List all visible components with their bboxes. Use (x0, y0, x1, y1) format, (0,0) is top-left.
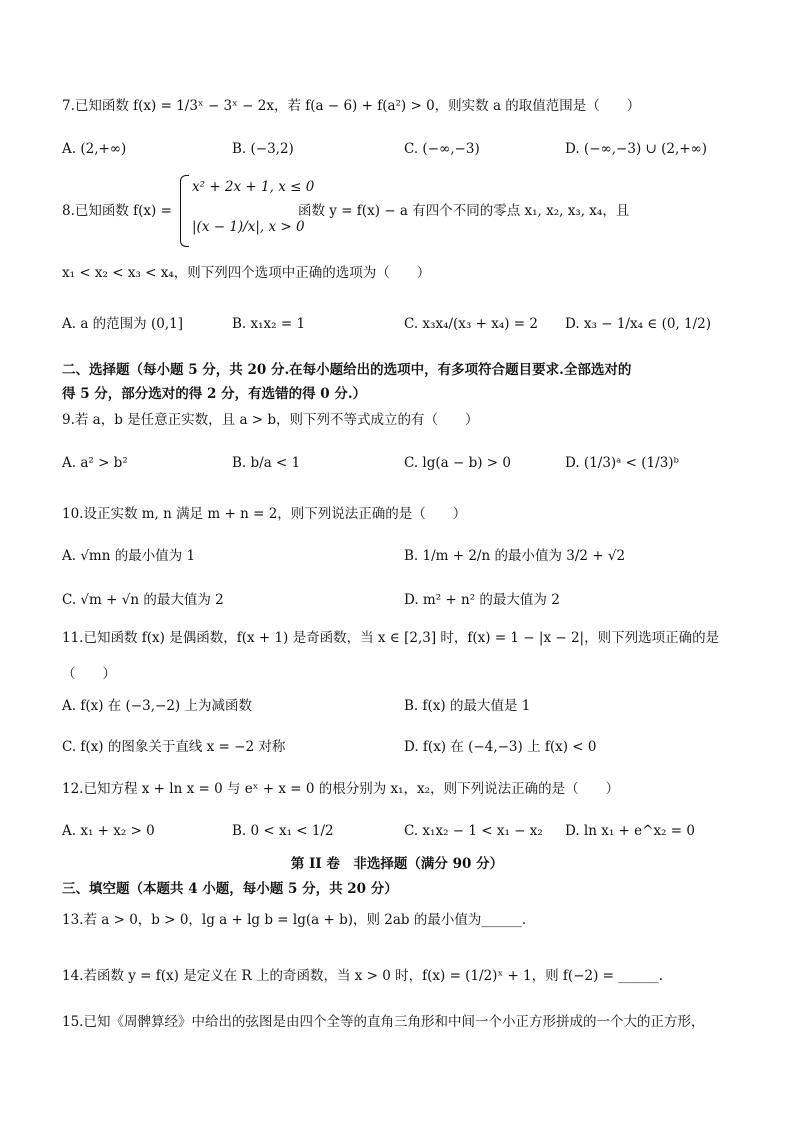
section2-heading-line1: 二、选择题（每小题 5 分，共 20 分.在每小题给出的选项中，有多项符合题目要求.全部选对的 (62, 362, 632, 378)
piecewise-brace (180, 175, 189, 247)
q8-stem-suffix: 函数 y = f(x) − a 有四个不同的零点 x₁, x₂, x₃, x₄，且 (298, 203, 630, 219)
q12-option-d: D. ln x₁ + e^x₂ = 0 (565, 823, 695, 839)
q8-stem-prefix: 8.已知函数 f(x) = (62, 203, 172, 219)
q11-option-d: D. f(x) 在 (−4,−3) 上 f(x) < 0 (404, 739, 597, 755)
q7-option-b: B. (−3,2) (232, 141, 294, 157)
q10-option-d: D. m² + n² 的最大值为 2 (404, 592, 560, 608)
q12-option-a: A. x₁ + x₂ > 0 (62, 823, 155, 839)
q9-option-c: C. lg(a − b) > 0 (404, 455, 511, 471)
q11-stem: 11.已知函数 f(x) 是偶函数，f(x + 1) 是奇函数，当 x ∈ [2,3] 时，f(x) = 1 − |x − 2|，则下列选项正确的是 (62, 630, 720, 646)
q7-option-d: D. (−∞,−3) ∪ (2,+∞) (565, 141, 708, 157)
section2-heading-line2: 得 5 分，部分选对的得 2 分，有选错的得 0 分.） (62, 386, 367, 402)
q11-option-c: C. f(x) 的图象关于直线 x = −2 对称 (62, 739, 286, 755)
q11-stem-line2: （ ） (62, 666, 116, 682)
q11-option-a: A. f(x) 在 (−3,−2) 上为减函数 (62, 698, 252, 714)
q11-option-b: B. f(x) 的最大值是 1 (404, 698, 531, 714)
q8-option-d: D. x₃ − 1/x₄ ∈ (0, 1/2) (565, 316, 712, 332)
q8-option-b: B. x₁x₂ = 1 (232, 316, 306, 332)
q13-stem: 13.若 a > 0，b > 0，lg a + lg b = lg(a + b)，则 2ab 的最小值为______. (62, 912, 527, 928)
q15-stem: 15.已知《周髀算经》中给出的弦图是由四个全等的直角三角形和中间一个小正方形拼成的一个大的正方形， (62, 1014, 705, 1030)
q10-stem: 10.设正实数 m, n 满足 m + n = 2，则下列说法正确的是（ ） (62, 506, 467, 522)
q12-stem: 12.已知方程 x + ln x = 0 与 eˣ + x = 0 的根分别为 x₁，x₂，则下列说法正确的是（ ） (62, 781, 620, 797)
part2-title: 第 II 卷 非选择题（满分 90 分） (290, 856, 504, 872)
q10-option-c: C. √m + √n 的最大值为 2 (62, 592, 224, 608)
q14-stem: 14.若函数 y = f(x) 是定义在 R 上的奇函数，当 x > 0 时，f(x) = (1/2)ˣ + 1，则 f(−2) = ______. (62, 968, 664, 984)
q7-stem: 7.已知函数 f(x) = 1/3ˣ − 3ˣ − 2x，若 f(a − 6) + f(a²) > 0，则实数 a 的取值范围是（ ） (62, 98, 641, 114)
q7-option-a: A. (2,+∞) (62, 141, 127, 157)
q8-piece-2: |(x − 1)/x|, x > 0 (192, 219, 305, 235)
q9-stem: 9.若 a，b 是任意正实数，且 a > b，则下列不等式成立的有（ ） (62, 412, 479, 428)
q7-option-c: C. (−∞,−3) (404, 141, 480, 157)
q10-option-b: B. 1/m + 2/n 的最小值为 3/2 + √2 (404, 548, 626, 564)
q8-stem-line2: x₁ < x₂ < x₃ < x₄，则下列四个选项中正确的选项为（ ） (62, 265, 431, 281)
q9-option-a: A. a² > b² (62, 455, 128, 471)
q9-option-b: B. b/a < 1 (232, 455, 301, 471)
q8-option-a: A. a 的范围为 (0,1] (62, 316, 183, 332)
q12-option-c: C. x₁x₂ − 1 < x₁ − x₂ (404, 823, 543, 839)
q8-piece-1: x² + 2x + 1, x ≤ 0 (192, 179, 315, 195)
q8-option-c: C. x₃x₄/(x₃ + x₄) = 2 (404, 316, 538, 332)
q9-option-d: D. (1/3)ᵃ < (1/3)ᵇ (565, 455, 679, 471)
q10-option-a: A. √mn 的最小值为 1 (62, 548, 196, 564)
q12-option-b: B. 0 < x₁ < 1/2 (232, 823, 334, 839)
section3-heading: 三、填空题（本题共 4 小题，每小题 5 分，共 20 分） (62, 881, 398, 897)
